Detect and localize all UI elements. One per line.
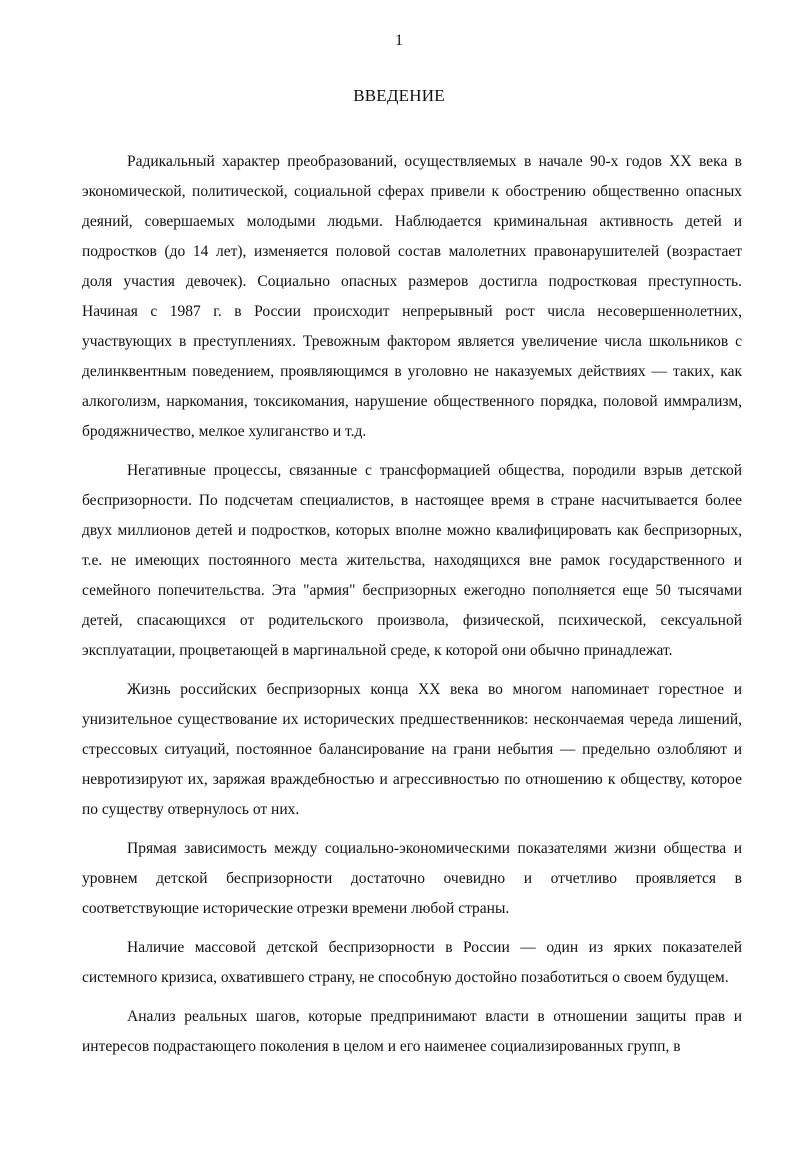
paragraph: Негативные процессы, связанные с трансформацией общества, породили взрыв детской беспризорности. По подсчетам специалистов, в настоящее время в стране насчитывается более двух миллионов детей и подростков, которых вполне можно квалифицировать как беспризорных, т.е. не имеющих постоянного места жительства, находящихся вне рамок государственного и семейного попечительства. Эта "армия" беспризорных ежегодно пополняется еще 50 тысячами детей, спасающихся от родительского произвола, физической, психической, сексуальной эксплуатации, процветающей в маргинальной среде, к которой они обычно принадлежат. — [82, 462, 742, 659]
paragraph: Анализ реальных шагов, которые предпринимают власти в отношении защиты прав и интересов подрастающего поколения в целом и его наименее социализированных групп, в — [82, 1008, 742, 1055]
page-number: 1 — [395, 32, 403, 49]
page-title: ВВЕДЕНИЕ — [353, 86, 445, 105]
paragraph: Прямая зависимость между социально-экономическими показателями жизни общества и уровнем детской беспризорности достаточно очевидно и отчетливо проявляется в соответствующие исторические отрезки времени любой страны. — [82, 840, 742, 917]
paragraph: Жизнь российских беспризорных конца XX века во многом напоминает горестное и унизительное существование их исторических предшественников: нескончаемая череда лишений, стрессовых ситуаций, постоянное балансирование на грани небытия — предельно озлобляют и невротизируют их, заряжая враждебностью и агрессивностью по отношению к обществу, которое по существу отвернулось от них. — [82, 681, 742, 818]
paragraph: Наличие массовой детской беспризорности в России — один из ярких показателей системного кризиса, охватившего страну, не способную достойно позаботиться о своем будущем. — [82, 939, 742, 986]
paragraph: Радикальный характер преобразований, осуществляемых в начале 90-х годов XX века в экономической, политической, социальной сферах привели к обострению общественно опасных деяний, совершаемых молодыми людьми. Наблюдается криминальная активность детей и подростков (до 14 лет), изменяется половой состав малолетних правонарушителей (возрастает доля участия девочек). Социально опасных размеров достигла подростковая преступность. Начиная с 1987 г. в России происходит непрерывный рост числа несовершеннолетних, участвующих в преступлениях. Тревожным фактором является увеличение числа школьников с делинквентным поведением, проявляющимся в уголовно не наказуемых действиях — таких, как алкоголизм, наркомания, токсикомания, нарушение общественного порядка, половой иммрализм, бродяжничество, мелкое хулиганство и т.д. — [82, 153, 742, 440]
body-text — [82, 147, 742, 1071]
